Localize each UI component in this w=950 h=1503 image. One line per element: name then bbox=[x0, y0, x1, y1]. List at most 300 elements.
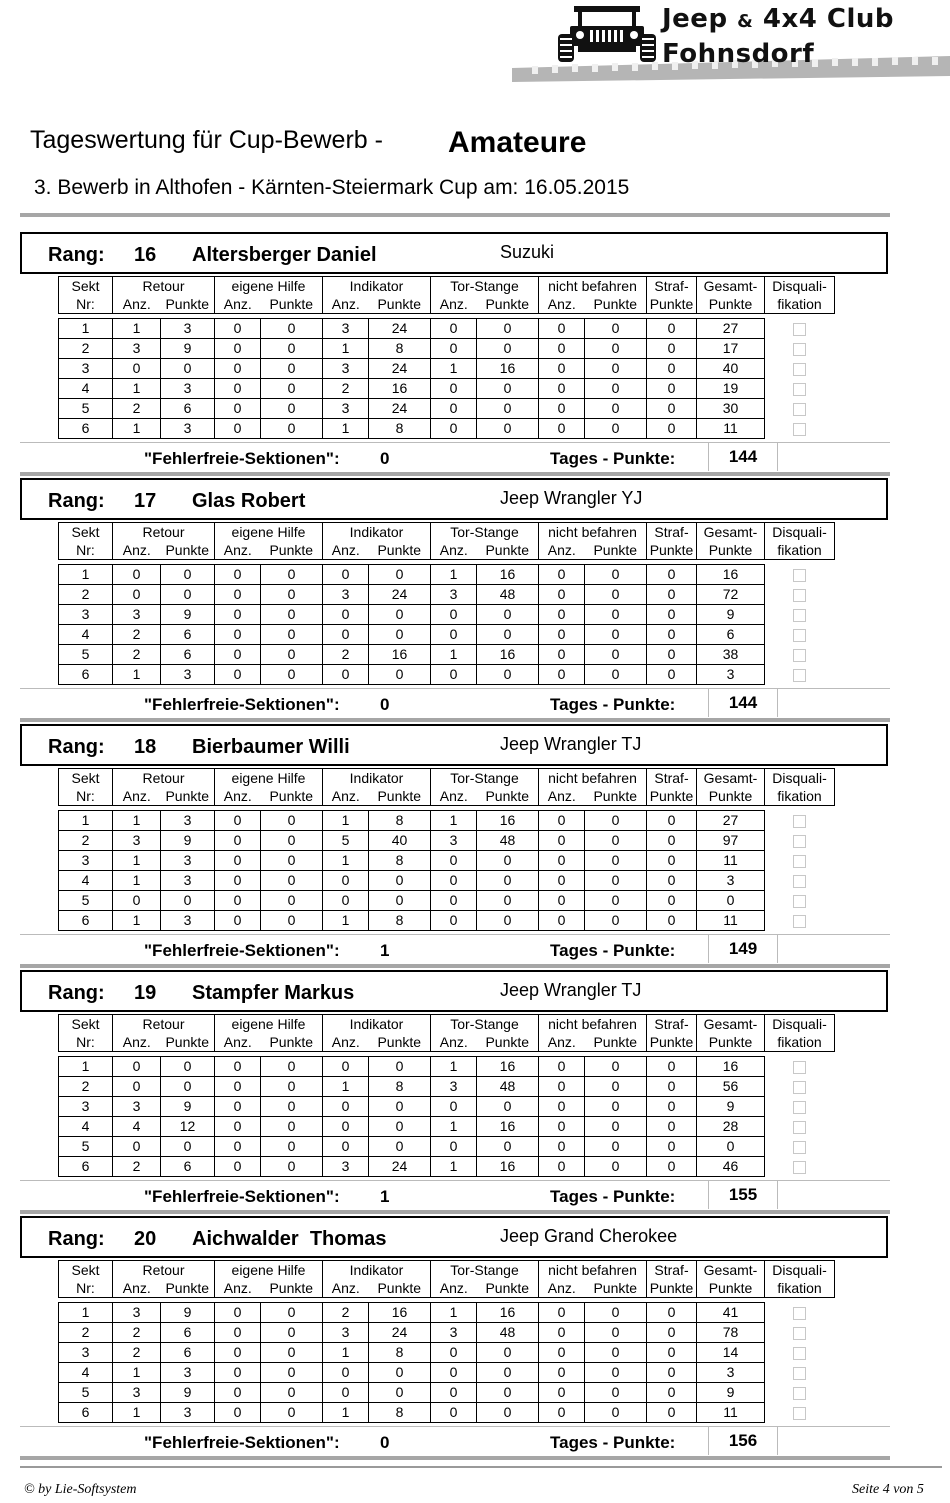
col-header-anz: Anz. bbox=[431, 541, 477, 560]
disqualification-checkbox[interactable] bbox=[793, 815, 806, 828]
disqualification-checkbox[interactable] bbox=[793, 403, 806, 416]
rank-label: Rang: bbox=[48, 490, 105, 512]
table-cell: 0 bbox=[585, 811, 647, 831]
disqualification-checkbox[interactable] bbox=[793, 915, 806, 928]
table-cell: 0 bbox=[323, 1363, 369, 1383]
table-cell: 0 bbox=[585, 645, 647, 665]
table-cell: 0 bbox=[215, 319, 261, 339]
col-header-gesamt: Gesamt- bbox=[697, 769, 765, 788]
club-logo bbox=[512, 0, 950, 88]
table-cell: 1 bbox=[431, 1157, 477, 1177]
error-free-value: 0 bbox=[380, 1433, 390, 1452]
disqualification-checkbox[interactable] bbox=[793, 1367, 806, 1380]
col-header-tor: Tor-Stange bbox=[431, 277, 539, 296]
col-header-gesamt-punkte: Punkte bbox=[697, 1033, 765, 1052]
disqualification-checkbox[interactable] bbox=[793, 383, 806, 396]
disqualification-checkbox[interactable] bbox=[793, 1141, 806, 1154]
table-cell: 0 bbox=[477, 1343, 539, 1363]
table-cell: 1 bbox=[431, 1303, 477, 1323]
table-cell: 0 bbox=[431, 891, 477, 911]
col-header-punkte: Punkte bbox=[585, 1279, 647, 1298]
table-cell: 0 bbox=[261, 1323, 323, 1343]
table-cell: 0 bbox=[539, 625, 585, 645]
table-cell: 0 bbox=[369, 1117, 431, 1137]
table-cell: 16 bbox=[477, 1157, 539, 1177]
col-header-punkte: Punkte bbox=[585, 787, 647, 806]
table-cell: 0 bbox=[215, 359, 261, 379]
summary-line bbox=[20, 442, 890, 473]
table-cell: 6 bbox=[161, 1157, 215, 1177]
col-header-punkte: Punkte bbox=[369, 1033, 431, 1052]
day-points-value: 144 bbox=[708, 443, 778, 471]
col-header-sekt: Sekt bbox=[59, 769, 113, 788]
table-cell: 0 bbox=[431, 339, 477, 359]
table-cell: 2 bbox=[59, 831, 113, 851]
col-header-fikation: fikation bbox=[765, 787, 835, 806]
table-cell: 0 bbox=[323, 605, 369, 625]
driver-name: Aichwalder Thomas bbox=[192, 1228, 387, 1250]
table-cell: 0 bbox=[431, 399, 477, 419]
col-header-disq: Disquali- bbox=[765, 769, 835, 788]
table-cell: 0 bbox=[539, 1403, 585, 1423]
table-cell: 1 bbox=[323, 911, 369, 931]
disqualification-checkbox[interactable] bbox=[793, 875, 806, 888]
table-cell: 0 bbox=[539, 319, 585, 339]
col-header-indikator: Indikator bbox=[323, 769, 431, 788]
disqualification-checkbox[interactable] bbox=[793, 363, 806, 376]
col-header-fikation: fikation bbox=[765, 541, 835, 560]
table-cell: 0 bbox=[215, 379, 261, 399]
section-divider bbox=[20, 1210, 890, 1214]
table-cell: 8 bbox=[369, 339, 431, 359]
table-cell: 0 bbox=[585, 585, 647, 605]
title-category: Amateure bbox=[448, 126, 587, 159]
error-free-label: "Fehlerfreie-Sektionen": bbox=[144, 1187, 340, 1206]
table-cell: 0 bbox=[215, 419, 261, 439]
table-row bbox=[59, 379, 835, 399]
table-cell: 0 bbox=[261, 1303, 323, 1323]
table-row bbox=[59, 665, 835, 685]
table-cell: 0 bbox=[369, 1097, 431, 1117]
disqualification-checkbox[interactable] bbox=[793, 1347, 806, 1360]
summary-line bbox=[20, 1426, 890, 1457]
table-cell: 3 bbox=[431, 1077, 477, 1097]
table-cell: 6 bbox=[59, 911, 113, 931]
table-cell: 6 bbox=[59, 1403, 113, 1423]
table-cell: 1 bbox=[113, 911, 161, 931]
table-cell: 0 bbox=[113, 585, 161, 605]
table-cell: 0 bbox=[431, 911, 477, 931]
table-cell: 0 bbox=[585, 1343, 647, 1363]
table-cell: 0 bbox=[539, 1077, 585, 1097]
col-header-retour: Retour bbox=[113, 523, 215, 542]
table-cell: 17 bbox=[697, 339, 765, 359]
disqualification-checkbox[interactable] bbox=[793, 629, 806, 642]
table-cell: 27 bbox=[697, 319, 765, 339]
table-cell: 0 bbox=[261, 565, 323, 585]
table-cell: 1 bbox=[113, 379, 161, 399]
table-cell: 3 bbox=[113, 1097, 161, 1117]
col-header-tor: Tor-Stange bbox=[431, 1261, 539, 1280]
table-cell: 0 bbox=[477, 605, 539, 625]
col-header-nicht: nicht befahren bbox=[539, 769, 647, 788]
table-cell: 0 bbox=[161, 359, 215, 379]
table-cell: 0 bbox=[113, 359, 161, 379]
disqualification-checkbox[interactable] bbox=[793, 1161, 806, 1174]
disqualification-checkbox[interactable] bbox=[793, 609, 806, 622]
table-cell: 0 bbox=[261, 1157, 323, 1177]
table-cell: 1 bbox=[323, 851, 369, 871]
table-cell: 0 bbox=[431, 851, 477, 871]
table-cell: 2 bbox=[59, 1077, 113, 1097]
table-cell: 0 bbox=[647, 811, 697, 831]
col-header-retour: Retour bbox=[113, 277, 215, 296]
table-cell: 0 bbox=[647, 399, 697, 419]
col-header-punkte: Punkte bbox=[585, 1033, 647, 1052]
table-cell: 9 bbox=[161, 605, 215, 625]
table-cell: 27 bbox=[697, 811, 765, 831]
col-header-indikator: Indikator bbox=[323, 1261, 431, 1280]
table-cell: 40 bbox=[369, 831, 431, 851]
col-header-nr: Nr: bbox=[59, 541, 113, 560]
rank-number: 18 bbox=[134, 736, 157, 758]
table-cell: 0 bbox=[647, 359, 697, 379]
rank-header bbox=[20, 232, 888, 274]
day-points-value: 149 bbox=[708, 935, 778, 963]
table-cell: 38 bbox=[697, 645, 765, 665]
table-cell: 0 bbox=[369, 625, 431, 645]
col-header-sekt: Sekt bbox=[59, 523, 113, 542]
table-cell: 1 bbox=[59, 319, 113, 339]
col-header-straf-punkte: Punkte bbox=[647, 787, 697, 806]
table-cell: 0 bbox=[215, 1097, 261, 1117]
col-header-retour: Retour bbox=[113, 1015, 215, 1034]
table-cell: 0 bbox=[215, 565, 261, 585]
table-cell: 0 bbox=[477, 911, 539, 931]
table-cell: 9 bbox=[161, 1303, 215, 1323]
table-cell: 2 bbox=[59, 1323, 113, 1343]
table-cell: 9 bbox=[697, 605, 765, 625]
error-free-label: "Fehlerfreie-Sektionen": bbox=[144, 941, 340, 960]
table-cell: 0 bbox=[215, 1077, 261, 1097]
table-cell: 0 bbox=[261, 1343, 323, 1363]
table-cell: 0 bbox=[261, 399, 323, 419]
table-cell: 5 bbox=[59, 1137, 113, 1157]
col-header-gesamt: Gesamt- bbox=[697, 1261, 765, 1280]
table-cell: 12 bbox=[161, 1117, 215, 1137]
table-cell: 0 bbox=[215, 665, 261, 685]
table-cell: 0 bbox=[369, 565, 431, 585]
col-header-nicht: nicht befahren bbox=[539, 1015, 647, 1034]
table-cell: 0 bbox=[261, 319, 323, 339]
col-header-straf-punkte: Punkte bbox=[647, 295, 697, 314]
table-cell: 2 bbox=[113, 399, 161, 419]
table-cell: 16 bbox=[477, 1303, 539, 1323]
table-cell: 0 bbox=[261, 419, 323, 439]
col-header-gesamt-punkte: Punkte bbox=[697, 1279, 765, 1298]
table-cell: 4 bbox=[113, 1117, 161, 1137]
disqualification-checkbox[interactable] bbox=[793, 1407, 806, 1420]
table-cell: 0 bbox=[161, 1077, 215, 1097]
col-header-punkte: Punkte bbox=[161, 787, 215, 806]
table-cell: 0 bbox=[215, 911, 261, 931]
table-cell: 0 bbox=[261, 1117, 323, 1137]
table-row bbox=[59, 851, 835, 871]
table-cell: 3 bbox=[431, 831, 477, 851]
rank-block bbox=[0, 724, 950, 970]
table-cell: 56 bbox=[697, 1077, 765, 1097]
table-cell: 0 bbox=[647, 625, 697, 645]
table-row bbox=[59, 1097, 835, 1117]
table-cell: 5 bbox=[59, 645, 113, 665]
table-cell: 3 bbox=[113, 339, 161, 359]
table-cell: 5 bbox=[323, 831, 369, 851]
table-cell: 0 bbox=[161, 565, 215, 585]
disqualification-checkbox[interactable] bbox=[793, 855, 806, 868]
table-cell: 5 bbox=[59, 1383, 113, 1403]
table-cell: 9 bbox=[161, 339, 215, 359]
table-cell: 0 bbox=[539, 399, 585, 419]
table-cell: 0 bbox=[261, 1403, 323, 1423]
col-header-nr: Nr: bbox=[59, 1033, 113, 1052]
col-header-anz: Anz. bbox=[215, 1033, 261, 1052]
disqualification-checkbox[interactable] bbox=[793, 323, 806, 336]
disqualification-checkbox[interactable] bbox=[793, 669, 806, 682]
error-free-label: "Fehlerfreie-Sektionen": bbox=[144, 695, 340, 714]
table-cell: 1 bbox=[59, 1057, 113, 1077]
table-cell: 0 bbox=[323, 1383, 369, 1403]
table-cell: 0 bbox=[431, 625, 477, 645]
vehicle: Jeep Wrangler YJ bbox=[500, 488, 643, 508]
table-cell: 0 bbox=[539, 831, 585, 851]
error-free-value: 1 bbox=[380, 1187, 390, 1206]
table-cell: 0 bbox=[539, 891, 585, 911]
table-row bbox=[59, 1077, 835, 1097]
table-cell: 9 bbox=[697, 1097, 765, 1117]
table-cell: 2 bbox=[323, 645, 369, 665]
table-cell: 0 bbox=[585, 379, 647, 399]
table-cell: 28 bbox=[697, 1117, 765, 1137]
table-cell: 1 bbox=[113, 419, 161, 439]
table-cell: 0 bbox=[647, 1157, 697, 1177]
col-header-straf: Straf- bbox=[647, 1015, 697, 1034]
table-cell: 0 bbox=[539, 1117, 585, 1137]
table-cell: 0 bbox=[585, 851, 647, 871]
col-header-punkte: Punkte bbox=[261, 541, 323, 560]
table-cell: 3 bbox=[113, 831, 161, 851]
table-cell: 0 bbox=[539, 339, 585, 359]
section-divider bbox=[20, 1456, 890, 1460]
table-cell: 9 bbox=[161, 1097, 215, 1117]
col-header-nicht: nicht befahren bbox=[539, 523, 647, 542]
col-header-punkte: Punkte bbox=[585, 541, 647, 560]
table-cell: 0 bbox=[585, 1097, 647, 1117]
table-cell: 3 bbox=[161, 419, 215, 439]
table-cell: 3 bbox=[323, 359, 369, 379]
disqualification-checkbox[interactable] bbox=[793, 1121, 806, 1134]
table-cell: 0 bbox=[477, 379, 539, 399]
col-header-sekt: Sekt bbox=[59, 277, 113, 296]
rank-block bbox=[0, 232, 950, 478]
table-cell: 0 bbox=[161, 1057, 215, 1077]
disqualification-checkbox[interactable] bbox=[793, 895, 806, 908]
table-cell: 16 bbox=[477, 565, 539, 585]
table-cell: 48 bbox=[477, 1323, 539, 1343]
col-header-fikation: fikation bbox=[765, 1279, 835, 1298]
col-header-anz: Anz. bbox=[215, 295, 261, 314]
table-cell: 1 bbox=[431, 565, 477, 585]
col-header-retour: Retour bbox=[113, 1261, 215, 1280]
table-cell: 0 bbox=[215, 811, 261, 831]
table-cell: 0 bbox=[539, 1057, 585, 1077]
table-cell: 0 bbox=[261, 911, 323, 931]
day-points-label: Tages - Punkte: bbox=[550, 941, 676, 960]
col-header-anz: Anz. bbox=[215, 1279, 261, 1298]
disqualification-checkbox[interactable] bbox=[793, 1307, 806, 1320]
col-header-gesamt-punkte: Punkte bbox=[697, 541, 765, 560]
table-cell: 1 bbox=[323, 419, 369, 439]
col-header-straf: Straf- bbox=[647, 1261, 697, 1280]
table-cell: 5 bbox=[59, 399, 113, 419]
driver-name: Glas Robert bbox=[192, 490, 306, 512]
table-row bbox=[59, 359, 835, 379]
table-cell: 9 bbox=[697, 1383, 765, 1403]
table-cell: 0 bbox=[323, 1137, 369, 1157]
table-cell: 0 bbox=[215, 339, 261, 359]
disqualification-checkbox[interactable] bbox=[793, 1081, 806, 1094]
table-cell: 5 bbox=[59, 891, 113, 911]
col-header-anz: Anz. bbox=[431, 295, 477, 314]
rank-header bbox=[20, 724, 888, 766]
table-cell: 0 bbox=[647, 339, 697, 359]
table-cell: 97 bbox=[697, 831, 765, 851]
table-cell: 0 bbox=[477, 399, 539, 419]
table-cell: 0 bbox=[261, 831, 323, 851]
col-header-punkte: Punkte bbox=[369, 541, 431, 560]
col-header-disq: Disquali- bbox=[765, 523, 835, 542]
vehicle: Jeep Wrangler TJ bbox=[500, 734, 642, 754]
col-header-indikator: Indikator bbox=[323, 523, 431, 542]
col-header-nicht: nicht befahren bbox=[539, 1261, 647, 1280]
disqualification-checkbox[interactable] bbox=[793, 343, 806, 356]
table-cell: 1 bbox=[59, 1303, 113, 1323]
table-cell: 0 bbox=[647, 1323, 697, 1343]
col-header-nr: Nr: bbox=[59, 295, 113, 314]
table-cell: 0 bbox=[647, 1097, 697, 1117]
summary-line bbox=[20, 1180, 890, 1211]
rank-number: 17 bbox=[134, 490, 157, 512]
table-cell: 0 bbox=[477, 1137, 539, 1157]
table-cell: 0 bbox=[431, 1343, 477, 1363]
table-cell: 6 bbox=[697, 625, 765, 645]
table-cell: 46 bbox=[697, 1157, 765, 1177]
col-header-retour: Retour bbox=[113, 769, 215, 788]
table-cell: 1 bbox=[323, 339, 369, 359]
disqualification-checkbox[interactable] bbox=[793, 1387, 806, 1400]
day-points-label: Tages - Punkte: bbox=[550, 695, 676, 714]
driver-name: Altersberger Daniel bbox=[192, 244, 377, 266]
rank-label: Rang: bbox=[48, 736, 105, 758]
table-cell: 0 bbox=[113, 565, 161, 585]
disqualification-checkbox[interactable] bbox=[793, 1061, 806, 1074]
table-cell: 0 bbox=[539, 1137, 585, 1157]
table-cell: 0 bbox=[261, 1097, 323, 1117]
table-cell: 40 bbox=[697, 359, 765, 379]
table-cell: 0 bbox=[261, 1077, 323, 1097]
col-header-punkte: Punkte bbox=[161, 295, 215, 314]
table-cell: 0 bbox=[647, 1383, 697, 1403]
col-header-anz: Anz. bbox=[539, 787, 585, 806]
table-cell: 0 bbox=[369, 605, 431, 625]
table-cell: 0 bbox=[215, 625, 261, 645]
table-cell: 0 bbox=[585, 1117, 647, 1137]
table-cell: 0 bbox=[477, 1363, 539, 1383]
page-subtitle: 3. Bewerb in Althofen - Kärnten-Steiermark Cup am: 16.05.2015 bbox=[34, 176, 630, 199]
disqualification-checkbox[interactable] bbox=[793, 835, 806, 848]
table-cell: 0 bbox=[647, 1343, 697, 1363]
table-cell: 0 bbox=[323, 1057, 369, 1077]
table-cell: 0 bbox=[261, 1137, 323, 1157]
table-cell: 0 bbox=[477, 419, 539, 439]
table-cell: 0 bbox=[431, 605, 477, 625]
col-header-punkte: Punkte bbox=[369, 787, 431, 806]
table-cell: 0 bbox=[539, 911, 585, 931]
score-table bbox=[58, 1260, 835, 1423]
table-row bbox=[59, 319, 835, 339]
table-cell: 3 bbox=[323, 319, 369, 339]
col-header-straf-punkte: Punkte bbox=[647, 541, 697, 560]
table-cell: 0 bbox=[585, 1363, 647, 1383]
table-cell: 0 bbox=[647, 1303, 697, 1323]
disqualification-checkbox[interactable] bbox=[793, 649, 806, 662]
table-cell: 0 bbox=[261, 665, 323, 685]
table-cell: 0 bbox=[585, 319, 647, 339]
table-cell: 3 bbox=[161, 911, 215, 931]
disqualification-checkbox[interactable] bbox=[793, 1101, 806, 1114]
page-number: Seite 4 von 5 bbox=[852, 1482, 924, 1497]
disqualification-checkbox[interactable] bbox=[793, 1327, 806, 1340]
col-header-eigene: eigene Hilfe bbox=[215, 1015, 323, 1034]
col-header-anz: Anz. bbox=[323, 787, 369, 806]
disqualification-checkbox[interactable] bbox=[793, 569, 806, 582]
table-cell: 0 bbox=[697, 891, 765, 911]
table-cell: 0 bbox=[369, 1057, 431, 1077]
table-cell: 0 bbox=[261, 811, 323, 831]
table-cell: 0 bbox=[261, 1383, 323, 1403]
col-header-anz: Anz. bbox=[113, 541, 161, 560]
table-cell: 0 bbox=[477, 1097, 539, 1117]
disqualification-checkbox[interactable] bbox=[793, 589, 806, 602]
table-cell: 0 bbox=[477, 319, 539, 339]
table-cell: 1 bbox=[113, 1363, 161, 1383]
table-cell: 3 bbox=[59, 1343, 113, 1363]
vehicle: Jeep Wrangler TJ bbox=[500, 980, 642, 1000]
table-row bbox=[59, 645, 835, 665]
table-cell: 0 bbox=[539, 1323, 585, 1343]
table-cell: 0 bbox=[585, 359, 647, 379]
table-cell: 78 bbox=[697, 1323, 765, 1343]
table-cell: 1 bbox=[431, 811, 477, 831]
rank-label: Rang: bbox=[48, 244, 105, 266]
table-cell: 0 bbox=[647, 379, 697, 399]
disqualification-checkbox[interactable] bbox=[793, 423, 806, 436]
table-cell: 3 bbox=[161, 1403, 215, 1423]
table-cell: 0 bbox=[215, 1323, 261, 1343]
table-cell: 2 bbox=[113, 645, 161, 665]
day-points-label: Tages - Punkte: bbox=[550, 1433, 676, 1452]
table-cell: 8 bbox=[369, 811, 431, 831]
table-cell: 0 bbox=[647, 851, 697, 871]
